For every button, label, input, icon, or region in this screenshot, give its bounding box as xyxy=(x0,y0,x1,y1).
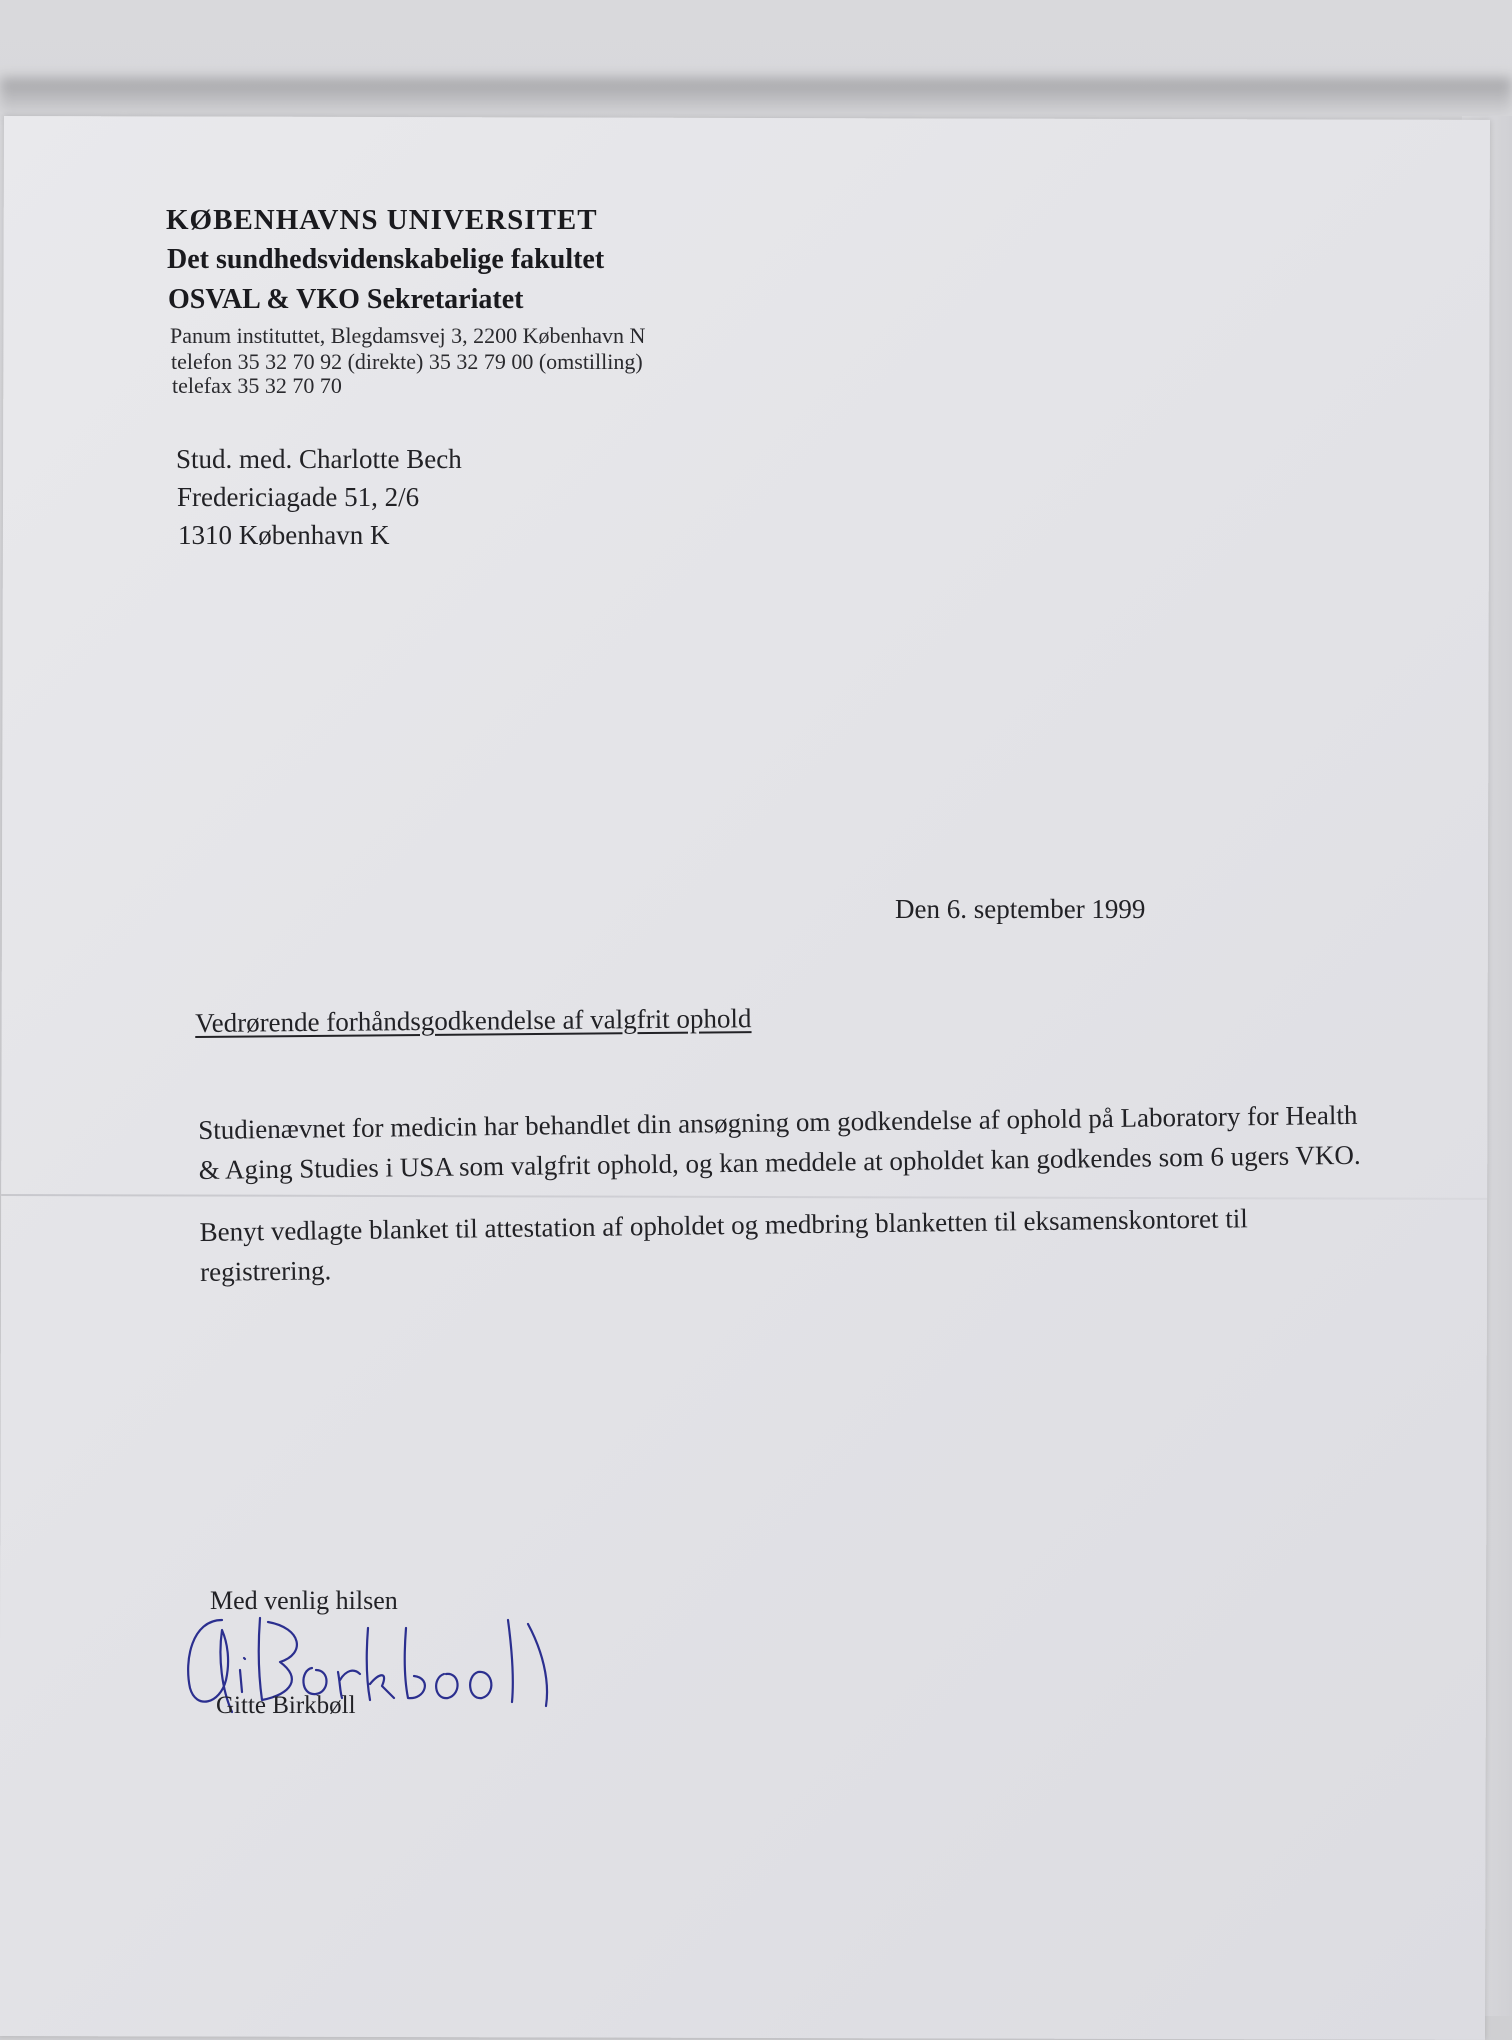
recipient-name: Stud. med. Charlotte Bech xyxy=(176,444,462,474)
letter-date: Den 6. september 1999 xyxy=(895,894,1146,924)
recipient-street: Fredericiagade 51, 2/6 xyxy=(177,482,420,512)
letter-subject: Vedrørende forhåndsgodkendelse af valgfrit ophold xyxy=(195,1003,752,1038)
letterhead-faculty: Det sundhedsvidenskabelige fakultet xyxy=(167,244,605,275)
paper-shadow xyxy=(0,78,1512,118)
signer-name: Gitte Birkbøll xyxy=(216,1692,356,1719)
letterhead-phone: telefon 35 32 70 92 (direkte) 35 32 79 00 (omstilling) xyxy=(171,349,643,374)
letter-paper xyxy=(0,116,1490,2040)
letterhead-address: Panum instituttet, Blegdamsvej 3, 2200 København N xyxy=(170,323,646,348)
letterhead-fax: telefax 35 32 70 70 xyxy=(172,373,342,398)
recipient-city: 1310 København K xyxy=(178,520,390,550)
letterhead-office: OSVAL & VKO Sekretariatet xyxy=(168,284,524,315)
body-paragraph-2: Benyt vedlagte blanket til attestation af opholdet og medbring blanketten til eksamenskontoret til registrering. xyxy=(199,1203,1248,1287)
letter-body xyxy=(198,1095,1380,1292)
body-paragraph-1: Studienævnet for medicin har behandlet din ansøgning om godkendelse af ophold på Laboratory for Health & Aging Studies i USA som valgfrit ophold, og kan meddele at opholdet kan godkendes som 6 ugers VKO. xyxy=(198,1099,1361,1185)
letter-closing: Med venlig hilsen xyxy=(210,1586,398,1615)
letterhead-institution: KØBENHAVNS UNIVERSITET xyxy=(166,204,598,236)
